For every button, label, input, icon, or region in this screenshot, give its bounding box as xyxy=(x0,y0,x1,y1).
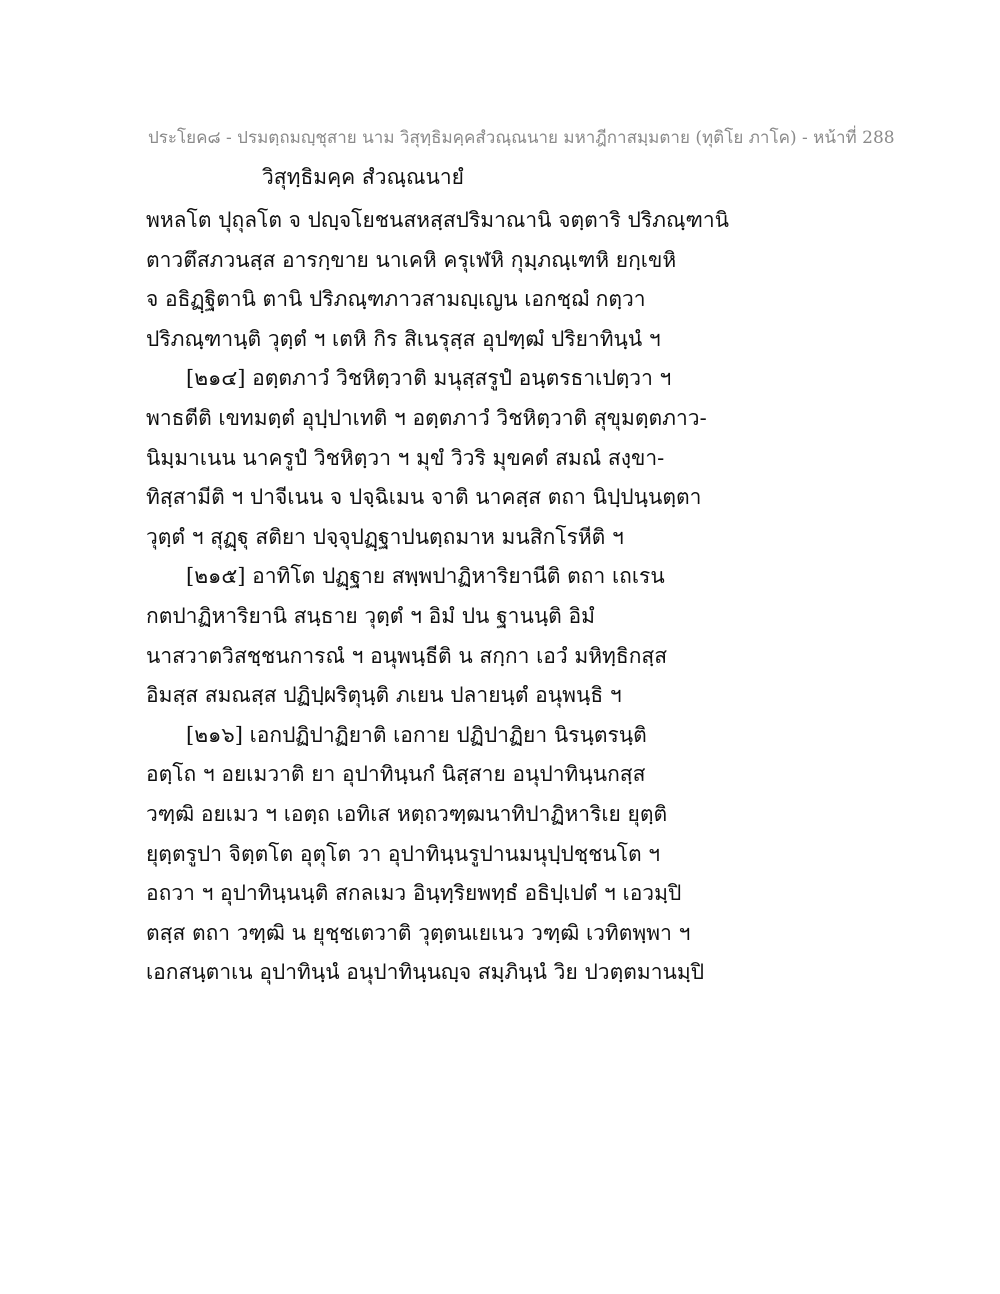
text-line: ยุตฺตรูปา จิตฺตโต อุตุโต วา อุปาทินฺนรูปานมนุปฺปชฺชนโต ฯ xyxy=(146,841,661,866)
text-line: อตฺโถ ฯ อยเมวาติ ยา อุปาทินฺนกํ นิสฺสาย อนุปาทินฺนกสฺส xyxy=(146,762,646,787)
text-line: พาธตีติ เขทมตฺตํ อุปฺปาเทติ ฯ อตฺตภาวํ วิชหิตฺวาติ สุขุมตฺตภาว- xyxy=(146,405,707,430)
text-line: วฑฺฒิ อยเมว ฯ เอตฺถ เอทิเส หตฺถวฑฺฒนาทิปาฏิหาริเย ยุตฺติ xyxy=(146,801,668,826)
text-line: ปริภณฺฑานฺติ วุตฺตํ ฯ เตหิ กิร สิเนรุสฺส อุปฑฺฒํ ปริยาทินฺนํ ฯ xyxy=(146,326,661,351)
book-title: วิสุทฺธิมคฺค สํวณฺณนายํ xyxy=(262,165,464,189)
text-line: เอกสนฺตาเน อุปาทินฺนํ อนุปาทินฺนญฺจ สมฺภินฺนํ วิย ปวตฺตมานมฺปิ xyxy=(146,960,705,985)
text-line: ทิสฺสามีติ ฯ ปาจีเนน จ ปจฺฉิเมน จาติ นาคสฺส ตถา นิปฺปนฺนตฺตา xyxy=(146,485,702,510)
running-header: ประโยค๘ - ปรมตฺถมญฺชุสาย นาม วิสุทฺธิมคฺคสํวณฺณนาย มหาฎีกาสมฺมตาย (ทุติโย ภาโค) - หน้าที่ 288 xyxy=(148,128,895,148)
body-text xyxy=(146,201,866,993)
text-line: นาสวาตวิสชฺชนการณํ ฯ อนุพนฺธีติ น สกฺกา เอวํ มหิทฺธิกสฺส xyxy=(146,643,668,668)
text-line: อิมสฺส สมณสฺส ปฏิปฺผริตุนฺติ ภเยน ปลายนฺตํ อนุพนฺธิ ฯ xyxy=(146,683,622,708)
text-line: ตาวตึสภวนสฺส อารกฺขาย นาเคหิ ครุเฬหิ กุมฺภณฺเฑหิ ยกฺเขหิ xyxy=(146,247,677,272)
paragraph-214-start: [๒๑๔] อตฺตภาวํ วิชหิตฺวาติ มนุสฺสรูปํ อนฺตรธาเปตฺวา ฯ xyxy=(186,366,672,391)
paragraph-216-start: [๒๑๖] เอกปฏิปาฏิยาติ เอกาย ปฏิปาฏิยา นิรนฺตรนฺติ xyxy=(186,722,647,747)
text-line: นิมฺมาเนน นาครูปํ วิชหิตฺวา ฯ มุขํ วิวริ มุขคตํ สมณํ สงฺขา- xyxy=(146,445,665,470)
text-line: ตสฺส ตถา วฑฺฒิ น ยุชฺชเตวาติ วุตฺตนเยเนว วฑฺฒิ เวทิตพฺพา ฯ xyxy=(146,920,691,945)
text-line: จ อธิฏฺฐิตานิ ตานิ ปริภณฺฑภาวสามญฺเญน เอกชฺฌํ กตฺวา xyxy=(146,287,646,312)
text-line: กตปาฏิหาริยานิ สนฺธาย วุตฺตํ ฯ อิมํ ปน ฐานนฺติ อิมํ xyxy=(146,603,595,628)
text-line: วุตฺตํ ฯ สุฏฺฐุ สติยา ปจฺจุปฏฺฐาปนตฺถมาห มนสิกโรหีติ ฯ xyxy=(146,524,624,549)
paragraph-215-start: [๒๑๕] อาทิโต ปฏฺฐาย สพฺพปาฏิหาริยานีติ ตถา เถเรน xyxy=(186,564,665,589)
text-line: อถวา ฯ อุปาทินฺนนฺติ สกลเมว อินฺทฺริยพทฺธํ อธิปฺเปตํ ฯ เอวมฺปิ xyxy=(146,881,682,906)
text-line: พหลโต ปุถุลโต จ ปญฺจโยชนสหสฺสปริมาณานิ จตฺตาริ ปริภณฺฑานิ xyxy=(146,208,730,232)
